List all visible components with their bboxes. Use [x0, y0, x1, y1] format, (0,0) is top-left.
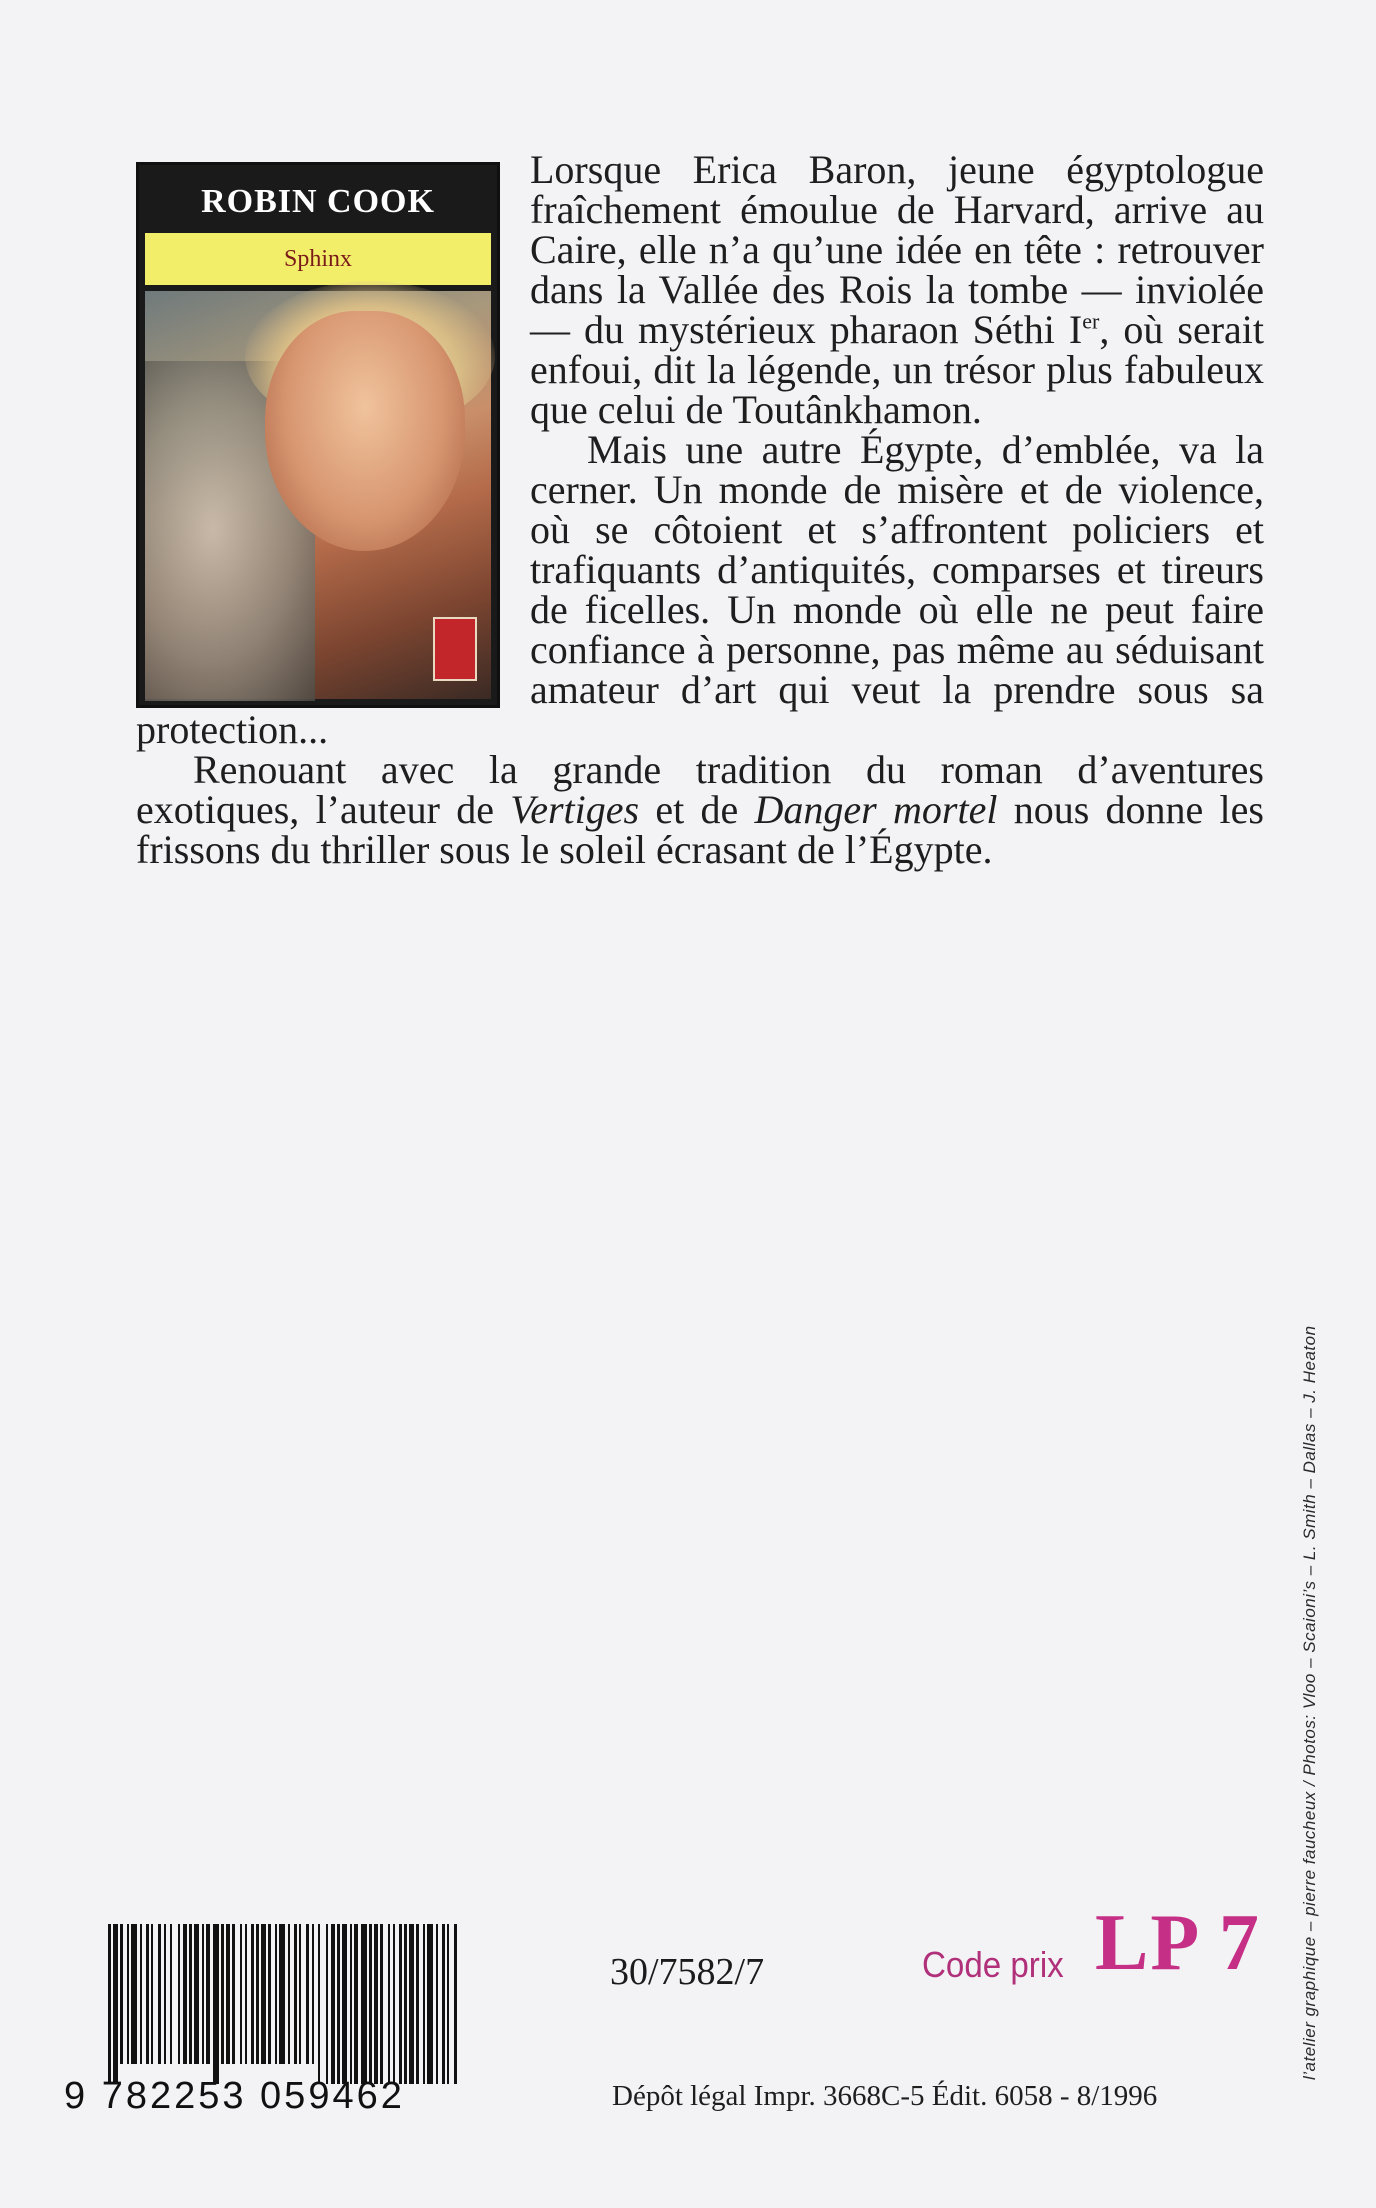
- barcode-bar: [423, 1924, 425, 2084]
- barcode-bar: [213, 1924, 219, 2084]
- blurb-paragraph-1: Lorsque Erica Baron, jeune égyptologue fraîchement émoulue de Harvard, arrive au Caire, elle n’a qu’une idée en tête : retrouver dans la Vallée des Rois la tombe — inviolée — du mystérieux pharaon Séthi Ier, où serait enfoui, dit la légende, un trésor plus fabuleux que celui de Toutânkhamon.: [530, 147, 1264, 432]
- blurb-paragraph-3: Renouant avec la grande tradition du roman d’aventures exotiques, l’auteur de Vertiges et de Danger mortel nous donne les frissons du thriller sous le soleil écrasant de l’Égypte.: [136, 747, 1264, 872]
- barcode-bar: [331, 1924, 335, 2084]
- barcode-bar: [131, 1924, 137, 2064]
- cover-author: ROBIN COOK: [201, 183, 435, 220]
- isbn-digits: 9 782253 059462: [64, 2075, 405, 2117]
- barcode-bar: [337, 1924, 340, 2084]
- barcode-bar: [369, 1924, 372, 2084]
- barcode-bar: [306, 1924, 309, 2064]
- barcode-bar: [361, 1924, 367, 2084]
- cover-float-spacer: [136, 150, 530, 710]
- price-code-label: Code prix: [922, 1944, 1064, 1985]
- barcode-bar: [245, 1924, 247, 2064]
- barcode-bar: [151, 1924, 153, 2064]
- barcode-bar: [194, 1924, 199, 2064]
- price-code-value: LP 7: [1095, 1899, 1261, 1987]
- barcode-bar: [202, 1924, 204, 2064]
- barcode-bar: [251, 1924, 254, 2064]
- barcode-bar: [312, 1924, 314, 2064]
- barcode-bar: [354, 1924, 358, 2084]
- barcode-bar: [275, 1924, 277, 2064]
- barcode-bar: [454, 1924, 457, 2084]
- edition-code: 30/7582/7: [610, 1951, 765, 1993]
- barcode-bar: [164, 1924, 166, 2064]
- barcode-bar: [388, 1924, 390, 2084]
- barcode-bar: [158, 1924, 161, 2064]
- book-title-danger-mortel: Danger mortel: [754, 787, 998, 832]
- barcode-bar: [108, 1924, 111, 2084]
- barcode-bar: [120, 1924, 123, 2064]
- barcode-bar: [447, 1924, 449, 2084]
- barcode-bar: [261, 1924, 266, 2064]
- barcode-bar: [146, 1924, 149, 2064]
- barcode-bar: [342, 1924, 347, 2084]
- barcode-bar: [416, 1924, 419, 2084]
- barcode-bar: [374, 1924, 378, 2084]
- barcode-bar: [206, 1924, 210, 2064]
- barcode-bar: [350, 1924, 352, 2084]
- barcode-bar: [232, 1924, 235, 2064]
- barcode-bar: [299, 1924, 301, 2064]
- barcode-bar: [170, 1924, 172, 2064]
- barcode-bar: [113, 1924, 118, 2084]
- barcode-bar: [256, 1924, 259, 2064]
- barcode-bar: [404, 1924, 407, 2084]
- barcode-bar: [127, 1924, 129, 2064]
- barcode-bar: [240, 1924, 242, 2064]
- barcode-bar: [279, 1924, 285, 2064]
- barcode-bar: [409, 1924, 414, 2084]
- barcode-bar: [399, 1924, 402, 2084]
- legal-deposit: Dépôt légal Impr. 3668C-5 Édit. 6058 - 8/1996: [612, 2080, 1158, 2112]
- barcode-bar: [189, 1924, 192, 2064]
- barcode-bar: [221, 1924, 224, 2064]
- barcode-bar: [380, 1924, 383, 2084]
- barcode-bar: [140, 1924, 142, 2064]
- barcode-bar: [393, 1924, 395, 2084]
- blurb-text: [136, 147, 1264, 872]
- barcode-bar: [288, 1924, 290, 2064]
- photo-credits: l’atelier graphique – pierre faucheux / Photos: Vloo – Scaioni’s – L. Smith – Dallas – J. Heaton: [1300, 1325, 1319, 2080]
- barcode-bar: [294, 1924, 297, 2064]
- barcode-bars: [104, 1924, 464, 2084]
- blurb-paragraph-2: Mais une autre Égypte, d’emblée, va la cerner. Un monde de misère et de violence, où se côtoient et s’affrontent policiers et trafiquants d’antiquités, comparses et tireurs de ficelles. Un monde où elle ne peut faire confiance à personne, pas même au séduisant amateur d’art qui veut la prendre sous sa protection...: [136, 427, 1264, 752]
- barcode-bar: [326, 1924, 328, 2084]
- barcode-bar: [442, 1924, 445, 2084]
- book-title-vertiges: Vertiges: [510, 787, 640, 832]
- barcode-bar: [427, 1924, 433, 2084]
- cover-title: Sphinx: [283, 246, 352, 272]
- barcode-bar: [226, 1924, 230, 2064]
- barcode-bar: [318, 1924, 320, 2084]
- barcode-bar: [178, 1924, 180, 2064]
- barcode-bar: [436, 1924, 438, 2084]
- barcode-bar: [268, 1924, 271, 2064]
- barcode-bar: [183, 1924, 187, 2064]
